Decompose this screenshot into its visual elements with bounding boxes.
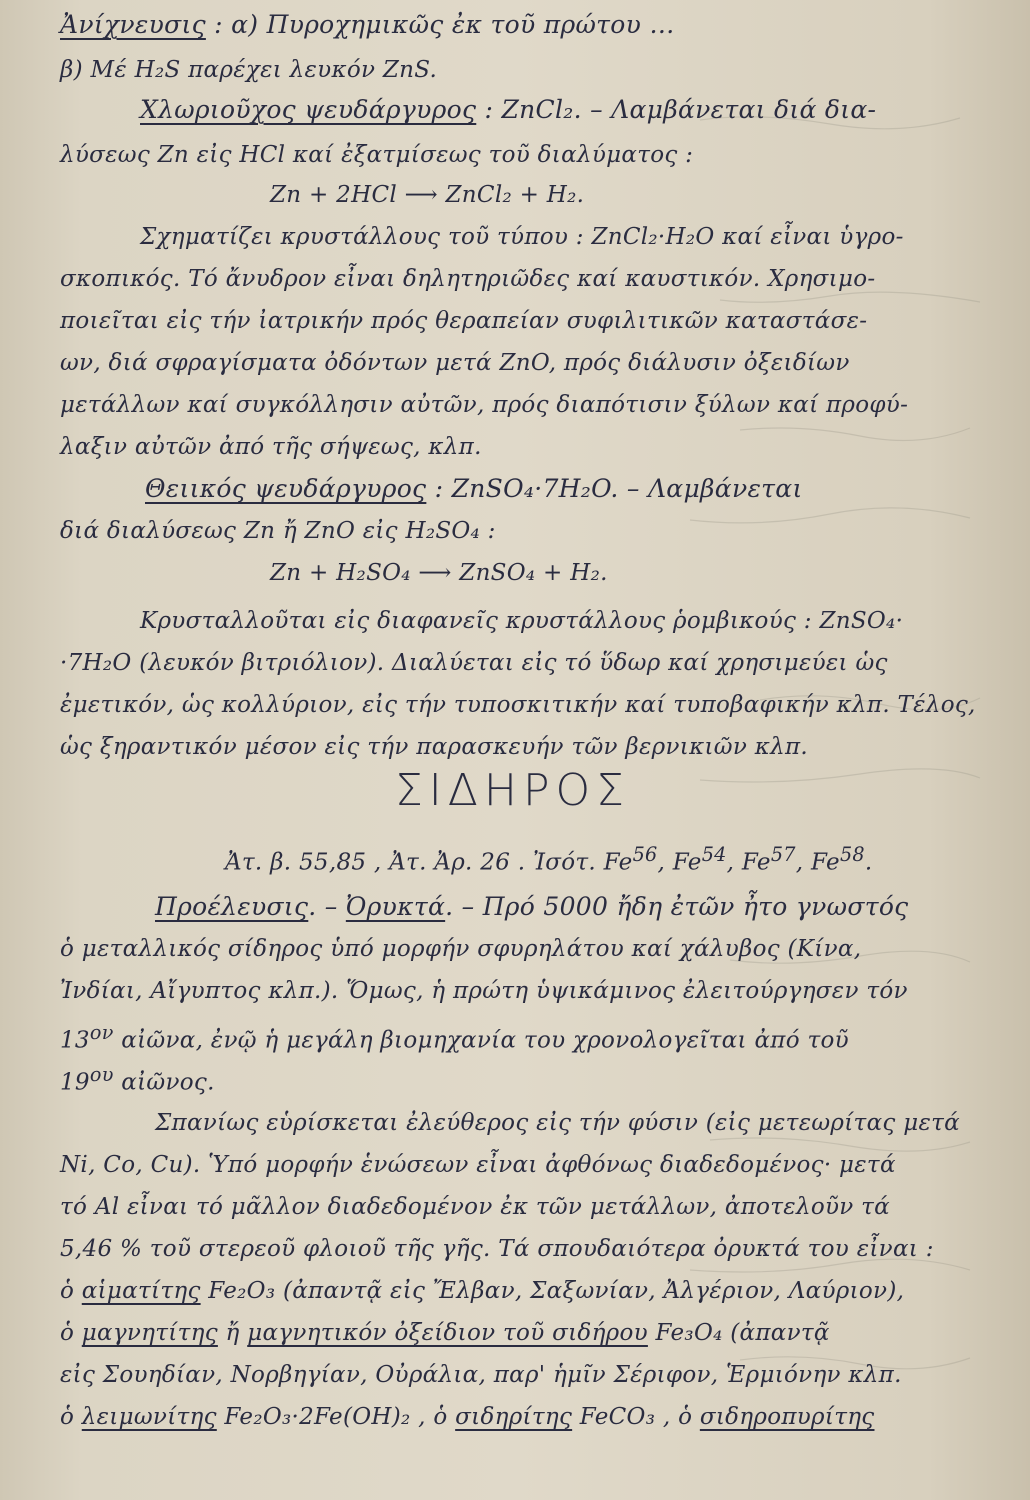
line-free-8: ὁ λειμωνίτης Fe₂O₃·2Fe(OH)₂ , ὁ σιδηρίτης FeCO₃ , ὁ σιδηροπυρίτης xyxy=(60,1404,875,1430)
line-detection-b: β) Μέ H₂S παρέχει λευκόν ZnS. xyxy=(60,57,438,83)
line-znso4-para-3: ἐμετικόν, ὡς κολλύριον, εἰς τήν τυποσκιτικήν καί τυποβαφικήν κλπ. Τέλος, xyxy=(60,692,976,718)
line-free-2: Ni, Co, Cu). Ὑπό μορφήν ἑνώσεων εἶναι ἀφθόνως διαδεδομένος· μετά xyxy=(60,1152,896,1178)
line-free-5: ὁ αἱματίτης Fe₂O₃ (ἀπαντᾷ εἰς Ἔλβαν, Σαξωνίαν, Ἀλγέριον, Λαύριον), xyxy=(60,1278,905,1304)
line-znso4-para-4: ὡς ξηραντικόν μέσον εἰς τήν παρασκευήν τῶν βερνικιῶν κλπ. xyxy=(60,734,809,760)
line-origin-2: ὁ μεταλλικός σίδηρος ὑπό μορφήν σφυρηλάτου καί χάλυβος (Κίνα, xyxy=(60,936,862,962)
line-zinc-sulfate-heading: Θειικός ψευδάργυρος : ZnSO₄·7H₂O. – Λαμβάνεται xyxy=(145,474,803,503)
line-free-6: ὁ μαγνητίτης ἤ μαγνητικόν ὀξείδιον τοῦ σιδήρου Fe₃O₄ (ἀπαντᾷ xyxy=(60,1320,830,1346)
line-origin-heading: Προέλευσις. – Ὀρυκτά. – Πρό 5000 ἤδη ἐτῶν ἦτο γνωστός xyxy=(155,892,909,921)
equation-zinc-sulfate: Zn + H₂SO₄ ⟶ ZnSO₄ + H₂. xyxy=(270,560,608,586)
line-znso4-para-1: Κρυσταλλοῦται εἰς διαφανεῖς κρυστάλλους ῥομβικούς : ZnSO₄· xyxy=(140,608,904,634)
line-free-3: τό Al εἶναι τό μᾶλλον διαδεδομένον ἐκ τῶν μετάλλων, ἀποτελοῦν τά xyxy=(60,1194,890,1220)
line-zinc-chloride-2: λύσεως Zn εἰς HCl καί ἐξατμίσεως τοῦ διαλύματος : xyxy=(60,142,694,168)
line-zncl-para-1: Σχηματίζει κρυστάλλους τοῦ τύπου : ZnCl₂·H₂O καί εἶναι ὑγρο- xyxy=(140,224,904,250)
equation-zinc-chloride: Zn + 2HCl ⟶ ZnCl₂ + H₂. xyxy=(270,182,585,208)
line-free-7: εἰς Σουηδίαν, Νορβηγίαν, Οὐράλια, παρ' ἡμῖν Σέριφον, Ἑρμιόνην κλπ. xyxy=(60,1362,902,1388)
line-znso4-para-2: ·7H₂O (λευκόν βιτριόλιον). Διαλύεται εἰς τό ὕδωρ καί χρησιμεύει ὡς xyxy=(60,650,888,676)
line-zncl-para-6: λαξιν αὐτῶν ἀπό τῆς σήψεως, κλπ. xyxy=(60,434,482,460)
line-zncl-para-3: ποιεῖται εἰς τήν ἰατρικήν πρός θεραπείαν συφιλιτικῶν καταστάσε- xyxy=(60,308,868,334)
line-zncl-para-2: σκοπικός. Τό ἄνυδρον εἶναι δηλητηριῶδες καί καυστικόν. Χρησιμο- xyxy=(60,266,876,292)
line-origin-3: Ἰνδίαι, Αἴγυπτος κλπ.). Ὅμως, ἡ πρώτη ὑψικάμινος ἐλειτούργησεν τόν xyxy=(60,978,908,1004)
line-iron-atomic-data: Ἀτ. β. 55,85 , Ἀτ. Ἀρ. 26 . Ἰσότ. Fe$^{56}$, Fe$^{54}$, Fe$^{57}$, Fe$^{58}$. xyxy=(225,843,873,876)
line-zncl-para-4: ων, διά σφραγίσματα ὀδόντων μετά ZnO, πρός διάλυσιν ὀξειδίων xyxy=(60,350,850,376)
line-origin-4: $13^{o\nu}$ αἰῶνα, ἐνῷ ἡ μεγάλη βιομηχανία του χρονολογεῖται ἀπό τοῦ xyxy=(60,1021,849,1054)
line-free-4: 5,46 % τοῦ στερεοῦ φλοιοῦ τῆς γῆς. Τά σπουδαιότερα ὀρυκτά του εἶναι : xyxy=(60,1236,934,1262)
line-detection-heading: Ἀνίχνευσις : α) Πυροχημικῶς ἐκ τοῦ πρώτου … xyxy=(60,10,675,39)
line-free-1: Σπανίως εὑρίσκεται ἐλεύθερος εἰς τήν φύσιν (εἰς μετεωρίτας μετά xyxy=(155,1110,960,1136)
line-zncl-para-5: μετάλλων καί συγκόλλησιν αὐτῶν, πρός διαπότισιν ξύλων καί προφύ- xyxy=(60,392,909,418)
line-zinc-chloride-heading: Χλωριοῦχος ψευδάργυρος : ZnCl₂. – Λαμβάνεται διά δια- xyxy=(140,95,877,124)
section-title-iron: ΣΙΔΗΡΟΣ xyxy=(395,765,630,816)
line-origin-5: $19^{o\upsilon}$ αἰῶνος. xyxy=(60,1063,215,1096)
line-zinc-sulfate-2: διά διαλύσεως Zn ἤ ZnO εἰς H₂SO₄ : xyxy=(60,518,496,544)
